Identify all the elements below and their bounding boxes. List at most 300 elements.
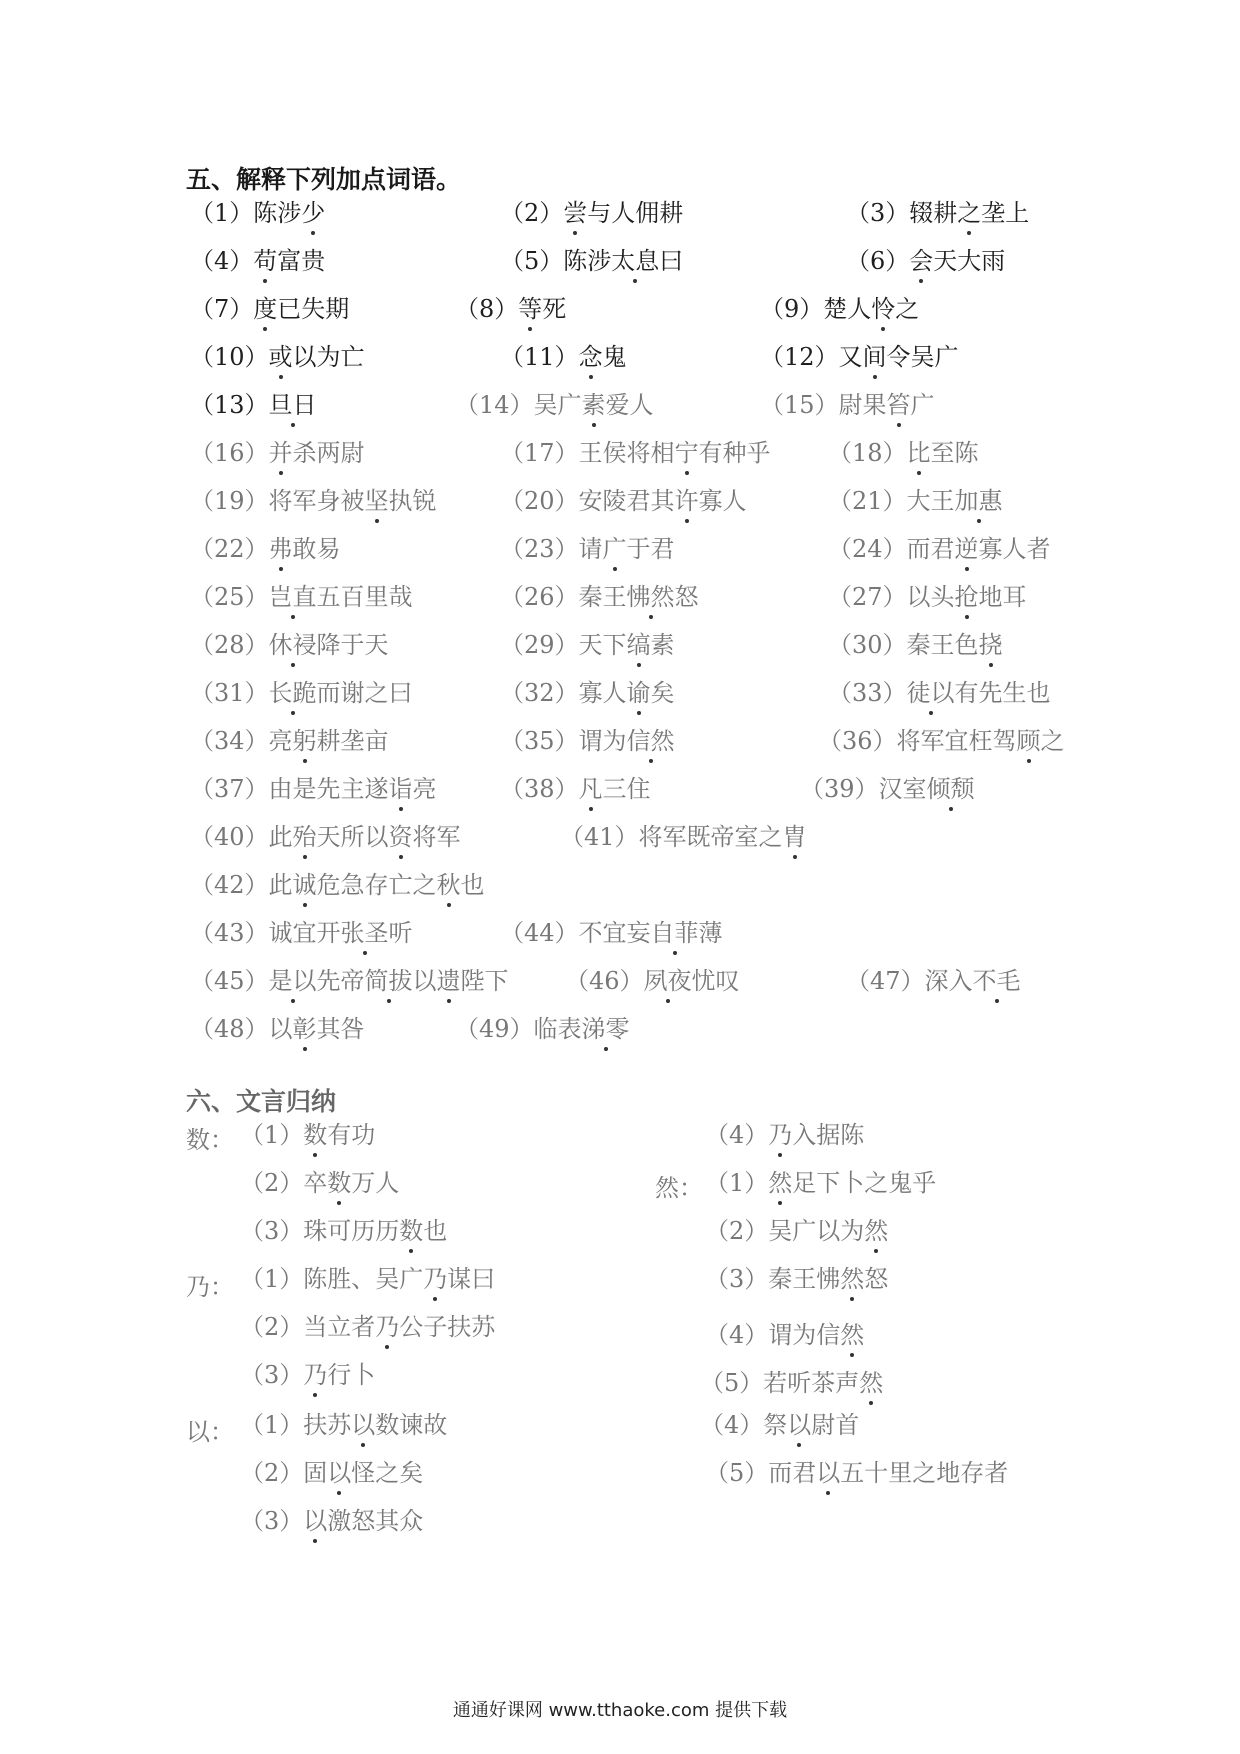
item-number: （2）	[240, 1313, 304, 1341]
item-number: （36）	[818, 727, 897, 755]
item-text: 谋曰	[447, 1265, 496, 1293]
item-text: 先帝	[316, 967, 365, 995]
dotted-word: 乃	[768, 1121, 793, 1149]
item-number: （19）	[190, 487, 269, 515]
item-text: 尉首	[811, 1411, 860, 1439]
dotted-word: 乃	[375, 1313, 400, 1341]
item-text: 不宜	[578, 919, 627, 947]
item-number: （23）	[500, 535, 579, 563]
item-text: 此	[268, 823, 293, 851]
item-number: （6）	[846, 247, 910, 275]
dotted-word: 信然	[626, 727, 675, 755]
item-text: 鬼	[602, 343, 627, 371]
item-text: 万人	[351, 1169, 400, 1197]
dotted-word: 数	[303, 1121, 328, 1149]
section5-item-44	[500, 918, 723, 948]
dotted-word: 妄自菲薄	[626, 919, 723, 947]
item-text: 入据陈	[792, 1121, 865, 1149]
dotted-word: 缟	[626, 631, 651, 659]
dotted-word: 数	[327, 1169, 352, 1197]
dotted-word: 涕零	[581, 1015, 630, 1043]
item-text: 耕垄亩	[316, 727, 389, 755]
item-text: 亮	[412, 775, 437, 803]
dotted-word: 身被坚执锐	[316, 487, 437, 515]
item-text: 此	[268, 871, 293, 899]
item-number: （13）	[190, 391, 269, 419]
item-text: 富贵	[277, 247, 326, 275]
item-text: 而谢之曰	[316, 679, 413, 707]
dotted-word: 殆	[292, 823, 317, 851]
item-text: 吴广以为	[768, 1217, 865, 1245]
section5-item-27	[828, 582, 1027, 612]
section5-item-29	[500, 630, 675, 660]
dotted-word: 彰	[292, 1015, 317, 1043]
item-text: 地耳	[978, 583, 1027, 611]
item-text: 以为亡	[292, 343, 365, 371]
dotted-word: 以	[303, 1507, 328, 1535]
item-number: （49）	[455, 1015, 534, 1043]
dotted-word: 然	[864, 1217, 889, 1245]
item-text: 三住	[602, 775, 651, 803]
section5-title: 五、解释下列加点词语。	[186, 165, 462, 194]
section5-item-5	[500, 246, 683, 276]
item-number: （3）	[240, 1217, 304, 1245]
item-text: 于君	[626, 535, 675, 563]
item-number: （44）	[500, 919, 579, 947]
item-number: （1）	[190, 199, 254, 227]
dotted-word: 胄	[782, 823, 807, 851]
section5-item-24	[828, 534, 1051, 564]
item-number: （40）	[190, 823, 269, 851]
dotted-word: 许	[674, 487, 699, 515]
item-text: 又	[838, 343, 863, 371]
item-text: 激怒其众	[327, 1507, 424, 1535]
item-text: 由是先主遂	[268, 775, 389, 803]
item-text: 也	[460, 871, 485, 899]
section6-item-9	[240, 1506, 423, 1536]
item-number: （2）	[240, 1169, 304, 1197]
item-text: 天大雨	[933, 247, 1006, 275]
dotted-word: 抢	[954, 583, 979, 611]
section5-item-32	[500, 678, 675, 708]
dotted-word: 怫然	[626, 583, 675, 611]
section6-item-10	[705, 1120, 864, 1150]
item-number: （10）	[190, 343, 269, 371]
item-number: （30）	[828, 631, 907, 659]
item-text: 危急存亡之	[316, 871, 437, 899]
item-text: 楚人	[823, 295, 872, 323]
section5-item-47	[846, 966, 1021, 996]
dotted-word: 顾	[1016, 727, 1041, 755]
item-text: 寡人	[698, 487, 747, 515]
section5-item-31	[190, 678, 413, 708]
section5-item-2	[500, 198, 683, 228]
section5-item-41	[560, 822, 807, 852]
item-number: （26）	[500, 583, 579, 611]
item-text: 请	[578, 535, 603, 563]
item-number: （24）	[828, 535, 907, 563]
item-text: 陈胜、吴广	[303, 1265, 424, 1293]
item-text: 其咎	[316, 1015, 365, 1043]
item-text: 将军	[268, 487, 317, 515]
section5-item-7	[190, 294, 349, 324]
item-number: （37）	[190, 775, 269, 803]
section6-item-8	[240, 1458, 423, 1488]
item-text: 安陵君其	[578, 487, 675, 515]
section5-item-42	[190, 870, 485, 900]
item-text: 临表	[533, 1015, 582, 1043]
item-text: 广	[910, 391, 935, 419]
item-number: （15）	[760, 391, 839, 419]
dotted-word: 然	[859, 1369, 884, 1397]
item-text: 怒	[864, 1265, 889, 1293]
item-text: 已失期	[277, 295, 350, 323]
dotted-word: 弗	[268, 535, 293, 563]
dotted-word: 遗	[436, 967, 461, 995]
section5-item-8	[455, 294, 566, 324]
section5-item-13	[190, 390, 317, 420]
dotted-word: 休祲	[268, 631, 317, 659]
item-number: （7）	[190, 295, 254, 323]
item-text: 死	[542, 295, 567, 323]
item-number: （46）	[565, 967, 644, 995]
item-number: （3）	[846, 199, 910, 227]
section5-item-14	[455, 390, 654, 420]
item-text: 垄上	[981, 199, 1030, 227]
section6-item-13	[705, 1264, 888, 1294]
item-text: 素	[650, 631, 675, 659]
section6-item-4	[240, 1264, 495, 1294]
item-text: 矣	[650, 679, 675, 707]
dotted-word: 逆	[954, 535, 979, 563]
item-text: 亮	[268, 727, 293, 755]
item-number: （4）	[190, 247, 254, 275]
section6-item-17	[705, 1458, 1008, 1488]
item-text: 五十里之地存者	[840, 1459, 1009, 1487]
dotted-word: 或	[268, 343, 293, 371]
item-text: 尉果	[838, 391, 887, 419]
section5-item-23	[500, 534, 675, 564]
item-number: （27）	[828, 583, 907, 611]
item-number: （22）	[190, 535, 269, 563]
item-text: 忧叹	[691, 967, 740, 995]
dotted-word: 间	[862, 343, 887, 371]
label-nai: 乃：	[186, 1273, 234, 1301]
section5-item-15	[760, 390, 935, 420]
dotted-word: 倾颓	[926, 775, 975, 803]
item-number: （1）	[240, 1121, 304, 1149]
item-text: 行卜	[327, 1361, 376, 1389]
dotted-word: 岂直	[268, 583, 317, 611]
section5-item-6	[846, 246, 1005, 276]
item-number: （5）	[700, 1369, 764, 1397]
section5-item-4	[190, 246, 325, 276]
section5-item-9	[760, 294, 919, 324]
item-number: （48）	[190, 1015, 269, 1043]
item-text: 固	[303, 1459, 328, 1487]
item-text: 敢易	[292, 535, 341, 563]
item-number: （3）	[240, 1361, 304, 1389]
section5-item-21	[828, 486, 1003, 516]
item-number: （34）	[190, 727, 269, 755]
dotted-word: 乃	[303, 1361, 328, 1389]
item-number: （3）	[240, 1507, 304, 1535]
item-text: 怒	[674, 583, 699, 611]
section5-item-25	[190, 582, 413, 612]
item-number: （25）	[190, 583, 269, 611]
dotted-word: 以	[787, 1411, 812, 1439]
section6-item-1	[240, 1120, 375, 1150]
section5-item-20	[500, 486, 747, 516]
dotted-word: 简拔	[364, 967, 413, 995]
item-number: （43）	[190, 919, 269, 947]
section5-item-46	[565, 966, 740, 996]
item-number: （16）	[190, 439, 269, 467]
dotted-word: 以	[816, 1459, 841, 1487]
dotted-word: 尝	[563, 199, 588, 227]
item-number: （14）	[455, 391, 534, 419]
item-number: （1）	[705, 1169, 769, 1197]
dotted-word: 不毛	[972, 967, 1021, 995]
item-text: 秦王色	[906, 631, 979, 659]
item-text: 诚宜	[268, 919, 317, 947]
label-ran: 然：	[655, 1174, 703, 1202]
item-text: 珠可历历	[303, 1217, 400, 1245]
section5-item-35	[500, 726, 675, 756]
item-text: 天下	[578, 631, 627, 659]
dotted-word: 诚	[292, 871, 317, 899]
item-text: 而君	[906, 535, 955, 563]
dotted-word: 资	[388, 823, 413, 851]
item-text: 秦王	[578, 583, 627, 611]
dotted-word: 苟	[253, 247, 278, 275]
dotted-word: 怜	[871, 295, 896, 323]
section5-item-37	[190, 774, 437, 804]
footer-download-note: 通通好课网 www.tthaoke.com 提供下载	[452, 1700, 788, 1721]
item-number: （17）	[500, 439, 579, 467]
item-number: （33）	[828, 679, 907, 707]
item-number: （39）	[800, 775, 879, 803]
item-text: 寡人者	[978, 535, 1051, 563]
item-text: 天所以	[316, 823, 389, 851]
label-shu: 数：	[186, 1126, 234, 1154]
item-number: （45）	[190, 967, 269, 995]
section6-item-14	[705, 1320, 864, 1350]
item-text: 与人佣耕	[587, 199, 684, 227]
item-number: （3）	[705, 1265, 769, 1293]
label-yi: 以：	[186, 1418, 234, 1446]
item-number: （18）	[828, 439, 907, 467]
item-text: 大王	[906, 487, 955, 515]
section5-item-38	[500, 774, 651, 804]
item-number: （28）	[190, 631, 269, 659]
dotted-word: 诣	[388, 775, 413, 803]
section5-item-40	[190, 822, 461, 852]
item-number: （2）	[240, 1459, 304, 1487]
dotted-word: 然	[768, 1169, 793, 1197]
item-text: 足下卜之鬼乎	[792, 1169, 937, 1197]
section6-item-3	[240, 1216, 447, 1246]
item-text: 吴广	[533, 391, 582, 419]
section5-item-26	[500, 582, 699, 612]
dotted-word: 然	[840, 1265, 865, 1293]
item-text: 之	[1040, 727, 1065, 755]
item-number: （2）	[705, 1217, 769, 1245]
dotted-word: 徒以	[906, 679, 955, 707]
item-text: 谓为	[578, 727, 627, 755]
item-text: 至陈	[930, 439, 979, 467]
section5-item-48	[190, 1014, 365, 1044]
section5-item-45	[190, 966, 509, 996]
dotted-word: 旦日	[268, 391, 317, 419]
item-number: （12）	[760, 343, 839, 371]
item-number: （38）	[500, 775, 579, 803]
item-text: 当立者	[303, 1313, 376, 1341]
item-text: 也	[423, 1217, 448, 1245]
section6-item-6	[240, 1360, 375, 1390]
dotted-word: 乃	[423, 1265, 448, 1293]
item-number: （5）	[705, 1459, 769, 1487]
dotted-word: 并	[268, 439, 293, 467]
item-text: 寡人	[578, 679, 627, 707]
section5-item-34	[190, 726, 389, 756]
section5-item-30	[828, 630, 1003, 660]
dotted-word: 比	[906, 439, 931, 467]
item-number: （31）	[190, 679, 269, 707]
item-number: （21）	[828, 487, 907, 515]
section5-item-49	[455, 1014, 630, 1044]
item-number: （4）	[705, 1321, 769, 1349]
section6-item-15	[700, 1368, 883, 1398]
item-text: 卒	[303, 1169, 328, 1197]
item-text: 之	[895, 295, 920, 323]
dotted-word: 素	[581, 391, 606, 419]
item-number: （8）	[455, 295, 519, 323]
item-number: （2）	[500, 199, 564, 227]
item-text: 祭	[763, 1411, 788, 1439]
item-text: 曰	[659, 247, 684, 275]
item-text: 陈涉	[253, 199, 302, 227]
item-text: 怪之矣	[351, 1459, 424, 1487]
item-number: （35）	[500, 727, 579, 755]
item-text: 深入	[924, 967, 973, 995]
item-number: （4）	[705, 1121, 769, 1149]
section6-item-11	[705, 1168, 936, 1198]
item-number: （42）	[190, 871, 269, 899]
item-text: 公子扶苏	[399, 1313, 496, 1341]
dotted-word: 等	[518, 295, 543, 323]
dotted-word: 宁	[674, 439, 699, 467]
item-number: （32）	[500, 679, 579, 707]
item-text: 令吴广	[886, 343, 959, 371]
dotted-word: 夙夜	[643, 967, 692, 995]
dotted-word: 凡	[578, 775, 603, 803]
dotted-word: 秋	[436, 871, 461, 899]
section5-item-36	[818, 726, 1065, 756]
item-number: （5）	[500, 247, 564, 275]
dotted-word: 以	[351, 1411, 376, 1439]
dotted-word: 谕	[626, 679, 651, 707]
item-text: 爱人	[605, 391, 654, 419]
dotted-word: 数	[399, 1217, 424, 1245]
dotted-word: 躬	[292, 727, 317, 755]
dotted-word: 念	[578, 343, 603, 371]
item-number: （20）	[500, 487, 579, 515]
item-text: 汉室	[878, 775, 927, 803]
section6-item-5	[240, 1312, 495, 1342]
item-text: 降于天	[316, 631, 389, 659]
item-text: 若听茶声	[763, 1369, 860, 1397]
item-number: （1）	[240, 1411, 304, 1439]
item-text: 以头	[906, 583, 955, 611]
item-text: 将军	[412, 823, 461, 851]
item-number: （4）	[700, 1411, 764, 1439]
item-text: 谓为信	[768, 1321, 841, 1349]
section6-title: 六、文言归纳	[186, 1087, 337, 1116]
dotted-word: 少	[301, 199, 326, 227]
dotted-word: 会	[909, 247, 934, 275]
section6-item-7	[240, 1410, 447, 1440]
section6-item-12	[705, 1216, 888, 1246]
section5-item-39	[800, 774, 975, 804]
section5-item-17	[500, 438, 771, 468]
item-text: 有种乎	[698, 439, 771, 467]
section5-item-11	[500, 342, 627, 372]
section5-item-33	[828, 678, 1051, 708]
item-number: （11）	[500, 343, 579, 371]
dotted-word: 挠	[978, 631, 1003, 659]
item-text: 陛下	[460, 967, 509, 995]
item-text: 扶苏	[303, 1411, 352, 1439]
dotted-word: 太息	[611, 247, 660, 275]
dotted-word: 是以	[268, 967, 317, 995]
item-text: 而君	[768, 1459, 817, 1487]
section5-item-22	[190, 534, 341, 564]
item-text: 辍耕	[909, 199, 958, 227]
section5-item-1	[190, 198, 325, 228]
dotted-word: 开张圣听	[316, 919, 413, 947]
section5-item-12	[760, 342, 959, 372]
item-text: 将军既帝室之	[638, 823, 783, 851]
item-number: （47）	[846, 967, 925, 995]
section5-item-18	[828, 438, 979, 468]
item-number: （1）	[240, 1265, 304, 1293]
dotted-word: 加惠	[954, 487, 1003, 515]
dotted-word: 度	[253, 295, 278, 323]
item-text: 以	[268, 1015, 293, 1043]
item-text: 数谏故	[375, 1411, 448, 1439]
section5-item-19	[190, 486, 437, 516]
item-number: （41）	[560, 823, 639, 851]
item-text: 将军宜枉驾	[896, 727, 1017, 755]
section6-item-2	[240, 1168, 399, 1198]
section6-item-16	[700, 1410, 859, 1440]
dotted-word: 广	[602, 535, 627, 563]
dotted-word: 长跪	[268, 679, 317, 707]
section5-item-43	[190, 918, 413, 948]
section5-item-28	[190, 630, 389, 660]
item-text: 五百里哉	[316, 583, 413, 611]
dotted-word: 然	[840, 1321, 865, 1349]
item-text: 陈涉	[563, 247, 612, 275]
item-number: （29）	[500, 631, 579, 659]
item-text: 以	[412, 967, 437, 995]
dotted-word: 笞	[886, 391, 911, 419]
section5-item-3	[846, 198, 1029, 228]
section5-item-10	[190, 342, 365, 372]
item-text: 秦王怫	[768, 1265, 841, 1293]
item-text: 有先生也	[954, 679, 1051, 707]
